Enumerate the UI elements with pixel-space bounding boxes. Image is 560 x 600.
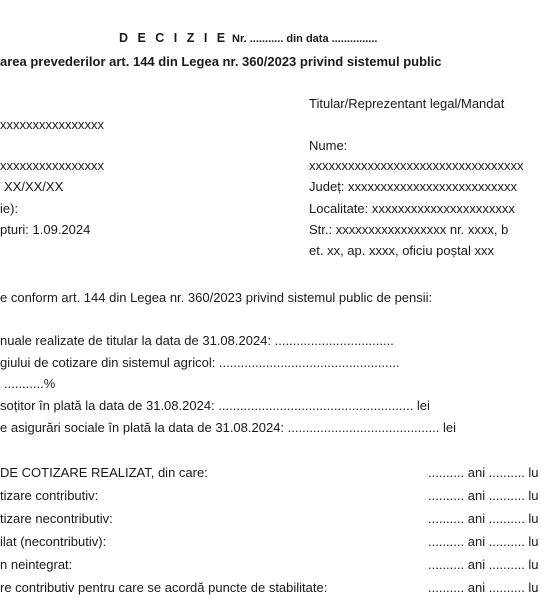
item-punctaj: nuale realizate de titular la data de 31.08.2024: ................................. bbox=[0, 333, 394, 348]
stagiu-row-necontributiv: tizare necontributiv: bbox=[0, 511, 113, 526]
stagiu-row-necontributiv-ani: .......... ani .......... lu bbox=[428, 511, 539, 526]
stagiu-row-neintegrat-ani: .......... ani .......... lu bbox=[428, 557, 539, 572]
localitate-line: Localitate: xxxxxxxxxxxxxxxxxxxxxx bbox=[309, 201, 515, 216]
item-procent: ...........% bbox=[4, 376, 56, 391]
document-subtitle: area prevederilor art. 144 din Legea nr. 360/2023 privind sistemul public bbox=[0, 54, 442, 69]
stagiu-row-neintegrat: n neintegrat: bbox=[0, 557, 73, 572]
item-stagiu-agricol: giului de cotizare din sistemul agricol: .................................................. bbox=[0, 355, 400, 370]
left-line-3: XX/XX/XX bbox=[4, 179, 64, 194]
stagiu-row-asimilat-ani: .......... ani .......... lu bbox=[428, 534, 539, 549]
document-title bbox=[119, 30, 377, 47]
right-heading: Titular/Reprezentant legal/Mandat bbox=[309, 96, 505, 111]
nume-value: xxxxxxxxxxxxxxxxxxxxxxxxxxxxxxxxx bbox=[309, 158, 524, 173]
stagiu-heading-ani: .......... ani .......... lu bbox=[428, 465, 539, 480]
stagiu-row-contributiv-ani: .......... ani .......... lu bbox=[428, 488, 539, 503]
stagiu-row-contributiv: tizare contributiv: bbox=[0, 488, 99, 503]
stagiu-heading: DE COTIZARE REALIZAT, din care: bbox=[0, 465, 208, 480]
intro-text: e conform art. 144 din Legea nr. 360/2023 privind sistemul public de pensii: bbox=[0, 290, 433, 305]
judet-line: Județ: xxxxxxxxxxxxxxxxxxxxxxxxxx bbox=[309, 179, 518, 194]
adresa-line-2: et. xx, ap. xxxx, oficiu poștal xxx bbox=[309, 243, 494, 258]
nume-label: Nume: bbox=[309, 138, 348, 153]
stagiu-row-stabilitate-ani: .......... ani .......... lu bbox=[428, 580, 539, 595]
left-line-5: pturi: 1.09.2024 bbox=[0, 222, 91, 237]
left-line-1: xxxxxxxxxxxxxxxx bbox=[0, 117, 104, 132]
decizie-word: D E C I Z I E bbox=[119, 31, 229, 45]
stagiu-row-stabilitate: re contributiv pentru care se acordă puncte de stabilitate: bbox=[0, 580, 328, 595]
stagiu-row-asimilat: ilat (necontributiv): bbox=[0, 534, 107, 549]
left-line-2: xxxxxxxxxxxxxxxx bbox=[0, 158, 104, 173]
item-pensie-asigurari: e asigurări sociale în plată la data de 31.08.2024: .......................................... lei bbox=[0, 420, 456, 435]
strada-line: Str.: xxxxxxxxxxxxxxxxx nr. xxxx, b bbox=[309, 222, 509, 237]
item-pensie-sot: soțitor în plată la data de 31.08.2024: ...................................................... lei bbox=[0, 398, 430, 413]
decizie-number-date: Nr. ........... din data ............... bbox=[232, 33, 378, 45]
left-line-4: ie): bbox=[0, 201, 19, 216]
